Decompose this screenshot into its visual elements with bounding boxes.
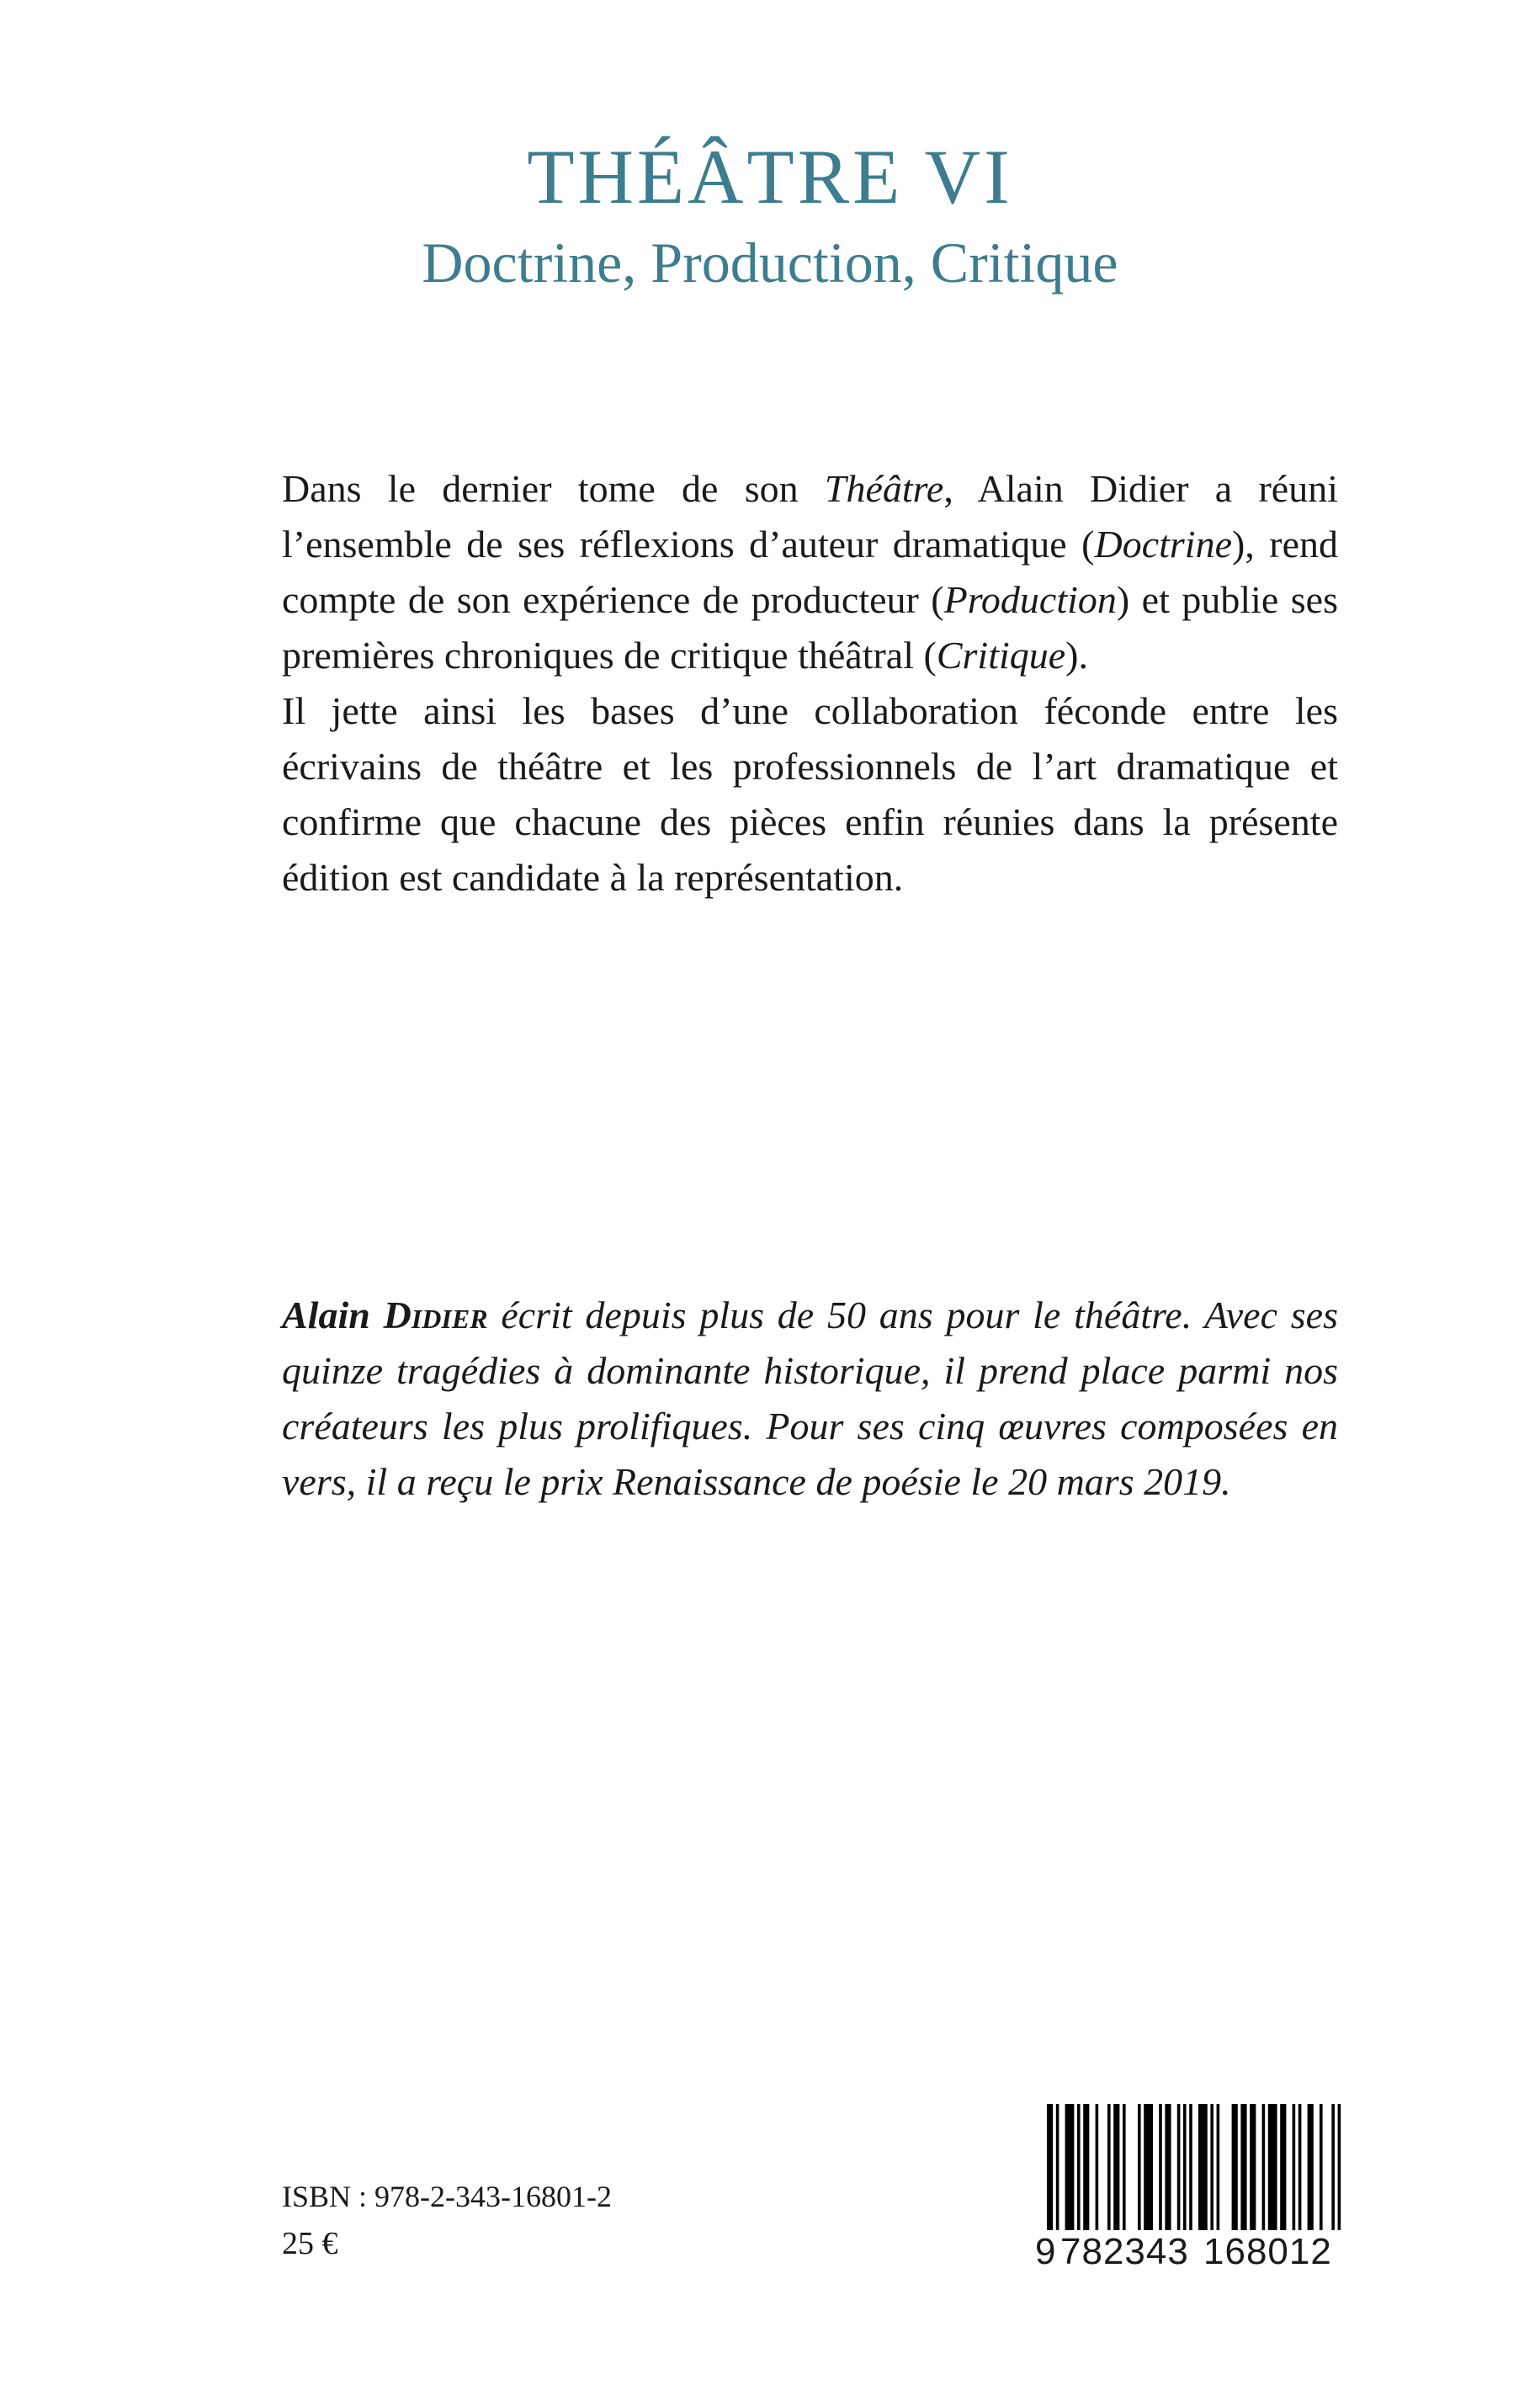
blurb-text: ), rend compte de son expérience de producteur ( bbox=[282, 523, 1338, 621]
barcode-bar bbox=[1280, 2104, 1286, 2230]
barcode-bar bbox=[1338, 2104, 1341, 2230]
barcode-bar bbox=[1047, 2104, 1053, 2230]
barcode-bar bbox=[1232, 2104, 1238, 2230]
barcode-right-group: 168012 bbox=[1203, 2231, 1332, 2272]
barcode-bar bbox=[1056, 2104, 1059, 2230]
blurb-text: Dans le dernier tome de son bbox=[282, 467, 825, 510]
isbn: ISBN : 978-2-343-16801-2 bbox=[282, 2180, 612, 2213]
barcode-bar bbox=[1298, 2104, 1302, 2230]
price: 25 € bbox=[282, 2226, 338, 2261]
barcode-bar bbox=[1183, 2104, 1187, 2230]
barcode-bar bbox=[1113, 2104, 1119, 2230]
author-last-name: Didier bbox=[383, 1293, 488, 1336]
barcode-bar bbox=[1065, 2104, 1075, 2230]
barcode-bar bbox=[1262, 2104, 1266, 2230]
author-bio-text: écrit depuis plus de 50 ans pour le théâtre. Avec ses quinze tragédies à dominante historique, il prend place parmi nos créateurs les plus prolifiques. Pour ses cinq œuvres composées en vers, il a reçu le prix Renaissance de poésie le 20 mars 2019. bbox=[282, 1293, 1338, 1503]
book-subtitle: Doctrine, Production, Critique bbox=[422, 231, 1118, 295]
barcode-bar bbox=[1217, 2104, 1220, 2230]
barcode-bar bbox=[1144, 2104, 1153, 2230]
barcode-bar bbox=[1198, 2104, 1208, 2230]
barcode-bar bbox=[1268, 2104, 1277, 2230]
barcode-bar bbox=[1293, 2104, 1296, 2230]
barcode-bar bbox=[1210, 2104, 1213, 2230]
barcode-bar bbox=[1177, 2104, 1181, 2230]
blurb-critique: Critique bbox=[936, 634, 1066, 677]
barcode-bar bbox=[1331, 2104, 1335, 2230]
barcode-bar bbox=[1083, 2104, 1089, 2230]
barcode-first-digit: 9 bbox=[1035, 2231, 1057, 2272]
barcode-bar bbox=[1308, 2104, 1314, 2230]
back-cover-blurb bbox=[282, 461, 1338, 906]
author-first-name: Alain bbox=[282, 1293, 384, 1336]
barcode-bar bbox=[1077, 2104, 1081, 2230]
barcode-bar bbox=[1250, 2104, 1256, 2230]
blurb-doctrine: Doctrine bbox=[1094, 523, 1232, 566]
barcode-digits bbox=[1035, 2227, 1346, 2277]
blurb-paragraph-2: Il jette ainsi les bases d’une collaboration féconde entre les écrivains de théâtre et les professionnels de l’art dramatique et confirme que chacune des pièces enfin réunies dans la présente édition est candidate à la représentation. bbox=[282, 689, 1338, 899]
book-title: THÉÂTRE VI bbox=[527, 134, 1013, 220]
barcode-bar bbox=[1320, 2104, 1323, 2230]
blurb-text: , Alain Didier a réuni l’ensemble de ses réflexions d’auteur dramatique ( bbox=[282, 467, 1338, 566]
blurb-production: Production bbox=[943, 578, 1117, 621]
author-name bbox=[282, 1293, 488, 1336]
barcode-bar bbox=[1107, 2104, 1111, 2230]
barcode-bar bbox=[1189, 2104, 1192, 2230]
blurb-text: ) et publie ses premières chroniques de critique théâtral ( bbox=[282, 578, 1338, 677]
barcode-bar bbox=[1138, 2104, 1141, 2230]
blurb-paragraph-1 bbox=[282, 461, 1338, 683]
blurb-text: ). bbox=[1065, 634, 1088, 677]
barcode-bar bbox=[1240, 2104, 1246, 2230]
blurb-work-title: Théâtre bbox=[824, 467, 944, 510]
barcode-bar bbox=[1123, 2104, 1126, 2230]
barcode-left-group: 782343 bbox=[1060, 2231, 1189, 2272]
barcode-bar bbox=[1165, 2104, 1171, 2230]
barcode-bars bbox=[1035, 2104, 1346, 2230]
barcode-bar bbox=[1096, 2104, 1099, 2230]
barcode-bar bbox=[1159, 2104, 1162, 2230]
author-bio bbox=[282, 1288, 1338, 1510]
